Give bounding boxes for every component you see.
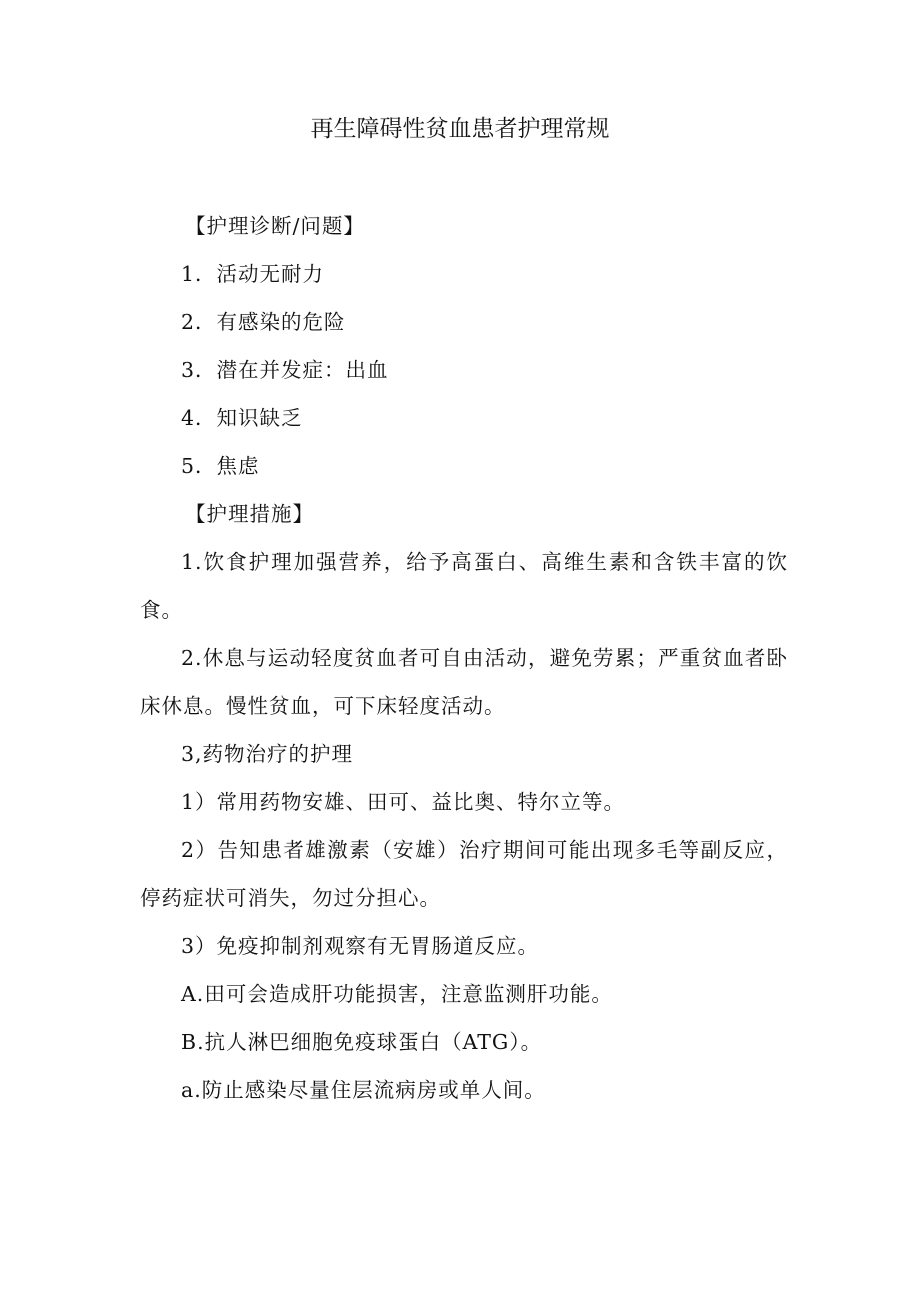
document-title: 再生障碍性贫血患者护理常规 bbox=[310, 116, 610, 142]
diagnosis-item: 4．知识缺乏 bbox=[181, 406, 303, 430]
measure-paragraph: 1）常用药物安雄、田可、益比奥、特尔立等。 bbox=[181, 790, 626, 814]
document-body bbox=[140, 202, 788, 1114]
diagnosis-item: 5．焦虑 bbox=[181, 454, 260, 478]
measure-paragraph: 2）告知患者雄激素（安雄）治疗期间可能出现多毛等副反应，停药症状可消失，勿过分担心。 bbox=[140, 838, 788, 910]
section-heading-diagnosis: 【护理诊断/问题】 bbox=[185, 214, 365, 238]
measure-paragraph: 3）免疫抑制剂观察有无胃肠道反应。 bbox=[181, 934, 540, 958]
diagnosis-item: 3．潜在并发症：出血 bbox=[181, 358, 389, 382]
measure-paragraph: A.田可会造成肝功能损害，注意监测肝功能。 bbox=[181, 982, 613, 1006]
measure-paragraph: 3,药物治疗的护理 bbox=[181, 742, 354, 766]
diagnosis-item: 2．有感染的危险 bbox=[181, 310, 346, 334]
measure-paragraph: a.防止感染尽量住层流病房或单人间。 bbox=[181, 1078, 546, 1102]
measure-paragraph: 2.休息与运动轻度贫血者可自由活动，避免劳累；严重贫血者卧床休息。慢性贫血，可下床轻度活动。 bbox=[140, 646, 788, 718]
section-heading-measures: 【护理措施】 bbox=[185, 502, 314, 526]
measure-paragraph: B.抗人淋巴细胞免疫球蛋白（ATG）。 bbox=[181, 1030, 543, 1054]
diagnosis-item: 1．活动无耐力 bbox=[181, 262, 325, 286]
measure-paragraph: 1.饮食护理加强营养，给予高蛋白、高维生素和含铁丰富的饮食。 bbox=[140, 550, 788, 622]
